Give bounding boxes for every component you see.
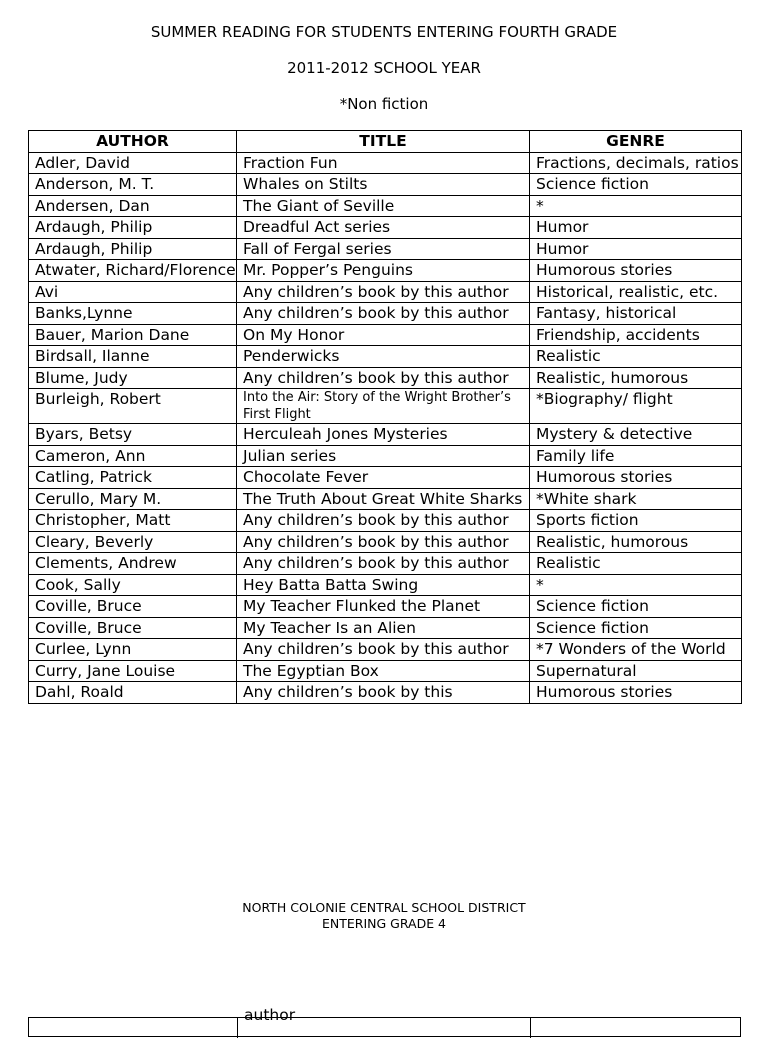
author-cell: Ardaugh, Philip	[29, 238, 237, 260]
genre-cell: *	[530, 574, 742, 596]
column-header-title: TITLE	[237, 131, 530, 153]
author-cell: Curry, Jane Louise	[29, 660, 237, 682]
table-row	[29, 324, 742, 346]
genre-cell: Realistic	[530, 346, 742, 368]
table-row	[29, 424, 742, 446]
genre-cell: Humorous stories	[530, 467, 742, 489]
author-cell: Cleary, Beverly	[29, 531, 237, 553]
author-cell: Coville, Bruce	[29, 596, 237, 618]
title-cell: Fraction Fun	[237, 152, 530, 174]
genre-cell: *7 Wonders of the World	[530, 639, 742, 661]
title-cell: My Teacher Flunked the Planet	[237, 596, 530, 618]
title-cell: Hey Batta Batta Swing	[237, 574, 530, 596]
table-row	[29, 596, 742, 618]
table-row	[29, 488, 742, 510]
genre-cell: *	[530, 195, 742, 217]
genre-cell: Realistic	[530, 553, 742, 575]
page-title: SUMMER READING FOR STUDENTS ENTERING FOURTH GRADE	[150, 23, 618, 41]
title-cell: Any children’s book by this author	[237, 367, 530, 389]
title-cell: Any children’s book by this	[237, 682, 530, 704]
table-row	[29, 510, 742, 532]
table-body	[29, 152, 742, 703]
title-cell: The Egyptian Box	[237, 660, 530, 682]
genre-cell: Humor	[530, 217, 742, 239]
table-row	[29, 531, 742, 553]
genre-cell: Sports fiction	[530, 510, 742, 532]
genre-cell: Humorous stories	[530, 260, 742, 282]
column-divider	[237, 1018, 238, 1038]
table-row	[29, 445, 742, 467]
genre-cell: Realistic, humorous	[530, 531, 742, 553]
author-cell: Dahl, Roald	[29, 682, 237, 704]
table-row	[29, 553, 742, 575]
table-row	[29, 260, 742, 282]
author-cell: Coville, Bruce	[29, 617, 237, 639]
title-cell: On My Honor	[237, 324, 530, 346]
title-cell: Fall of Fergal series	[237, 238, 530, 260]
column-header-genre: GENRE	[530, 131, 742, 153]
table-row	[29, 346, 742, 368]
genre-cell: Historical, realistic, etc.	[530, 281, 742, 303]
title-cell: Penderwicks	[237, 346, 530, 368]
genre-cell: Supernatural	[530, 660, 742, 682]
author-cell: Blume, Judy	[29, 367, 237, 389]
author-cell: Byars, Betsy	[29, 424, 237, 446]
author-cell: Anderson, M. T.	[29, 174, 237, 196]
author-cell: Avi	[29, 281, 237, 303]
table-row	[29, 195, 742, 217]
genre-cell: Fractions, decimals, ratios	[530, 152, 742, 174]
author-cell: Christopher, Matt	[29, 510, 237, 532]
author-cell: Cameron, Ann	[29, 445, 237, 467]
genre-cell: Humorous stories	[530, 682, 742, 704]
table-row	[29, 152, 742, 174]
genre-cell: Science fiction	[530, 596, 742, 618]
genre-cell: *Biography/ flight	[530, 389, 742, 424]
table-row	[29, 174, 742, 196]
nonfiction-note: *Non fiction	[339, 95, 429, 113]
table-row	[29, 682, 742, 704]
table-row	[29, 281, 742, 303]
school-year: 2011-2012 SCHOOL YEAR	[287, 59, 481, 77]
author-cell: Curlee, Lynn	[29, 639, 237, 661]
title-cell: Any children’s book by this author	[237, 281, 530, 303]
title-cell: Dreadful Act series	[237, 217, 530, 239]
table-row	[29, 217, 742, 239]
title-cell: Into the Air: Story of the Wright Brother’s First Flight	[237, 389, 530, 424]
genre-cell: Fantasy, historical	[530, 303, 742, 325]
column-header-author: AUTHOR	[29, 131, 237, 153]
column-divider	[530, 1018, 531, 1038]
footer-grade: ENTERING GRADE 4	[321, 916, 447, 931]
title-cell: Any children’s book by this author	[237, 303, 530, 325]
table-row	[29, 367, 742, 389]
genre-cell: Mystery & detective	[530, 424, 742, 446]
genre-cell: *White shark	[530, 488, 742, 510]
table-row	[29, 617, 742, 639]
author-cell: Cook, Sally	[29, 574, 237, 596]
title-cell: Mr. Popper’s Penguins	[237, 260, 530, 282]
title-cell: Any children’s book by this author	[237, 553, 530, 575]
table-row	[29, 238, 742, 260]
title-cell: My Teacher Is an Alien	[237, 617, 530, 639]
author-cell: Adler, David	[29, 152, 237, 174]
genre-cell: Realistic, humorous	[530, 367, 742, 389]
footer-district: NORTH COLONIE CENTRAL SCHOOL DISTRICT	[242, 900, 526, 915]
author-cell: Atwater, Richard/Florence	[29, 260, 237, 282]
title-cell: Whales on Stilts	[237, 174, 530, 196]
genre-cell: Science fiction	[530, 617, 742, 639]
author-cell: Bauer, Marion Dane	[29, 324, 237, 346]
author-cell: Birdsall, Ilanne	[29, 346, 237, 368]
genre-cell: Science fiction	[530, 174, 742, 196]
author-cell: Catling, Patrick	[29, 467, 237, 489]
next-page-table-fragment	[28, 1006, 741, 1037]
table-row	[29, 303, 742, 325]
author-cell: Clements, Andrew	[29, 553, 237, 575]
table-row	[29, 639, 742, 661]
table-header-row	[29, 131, 742, 153]
author-cell: Ardaugh, Philip	[29, 217, 237, 239]
table-row	[29, 467, 742, 489]
title-cell: The Giant of Seville	[237, 195, 530, 217]
title-cell: The Truth About Great White Sharks	[237, 488, 530, 510]
genre-cell: Family life	[530, 445, 742, 467]
title-cell: Herculeah Jones Mysteries	[237, 424, 530, 446]
genre-cell: Humor	[530, 238, 742, 260]
author-cell: Andersen, Dan	[29, 195, 237, 217]
title-cell: Any children’s book by this author	[237, 510, 530, 532]
author-cell: Cerullo, Mary M.	[29, 488, 237, 510]
genre-cell: Friendship, accidents	[530, 324, 742, 346]
title-cell: Any children’s book by this author	[237, 531, 530, 553]
table-row	[29, 574, 742, 596]
partial-cell-text: author	[244, 1006, 296, 1024]
table-row	[29, 660, 742, 682]
author-cell: Burleigh, Robert	[29, 389, 237, 424]
author-cell: Banks,Lynne	[29, 303, 237, 325]
title-cell: Chocolate Fever	[237, 467, 530, 489]
reading-list-table	[28, 130, 742, 704]
title-cell: Julian series	[237, 445, 530, 467]
title-cell: Any children’s book by this author	[237, 639, 530, 661]
table-row	[29, 389, 742, 424]
